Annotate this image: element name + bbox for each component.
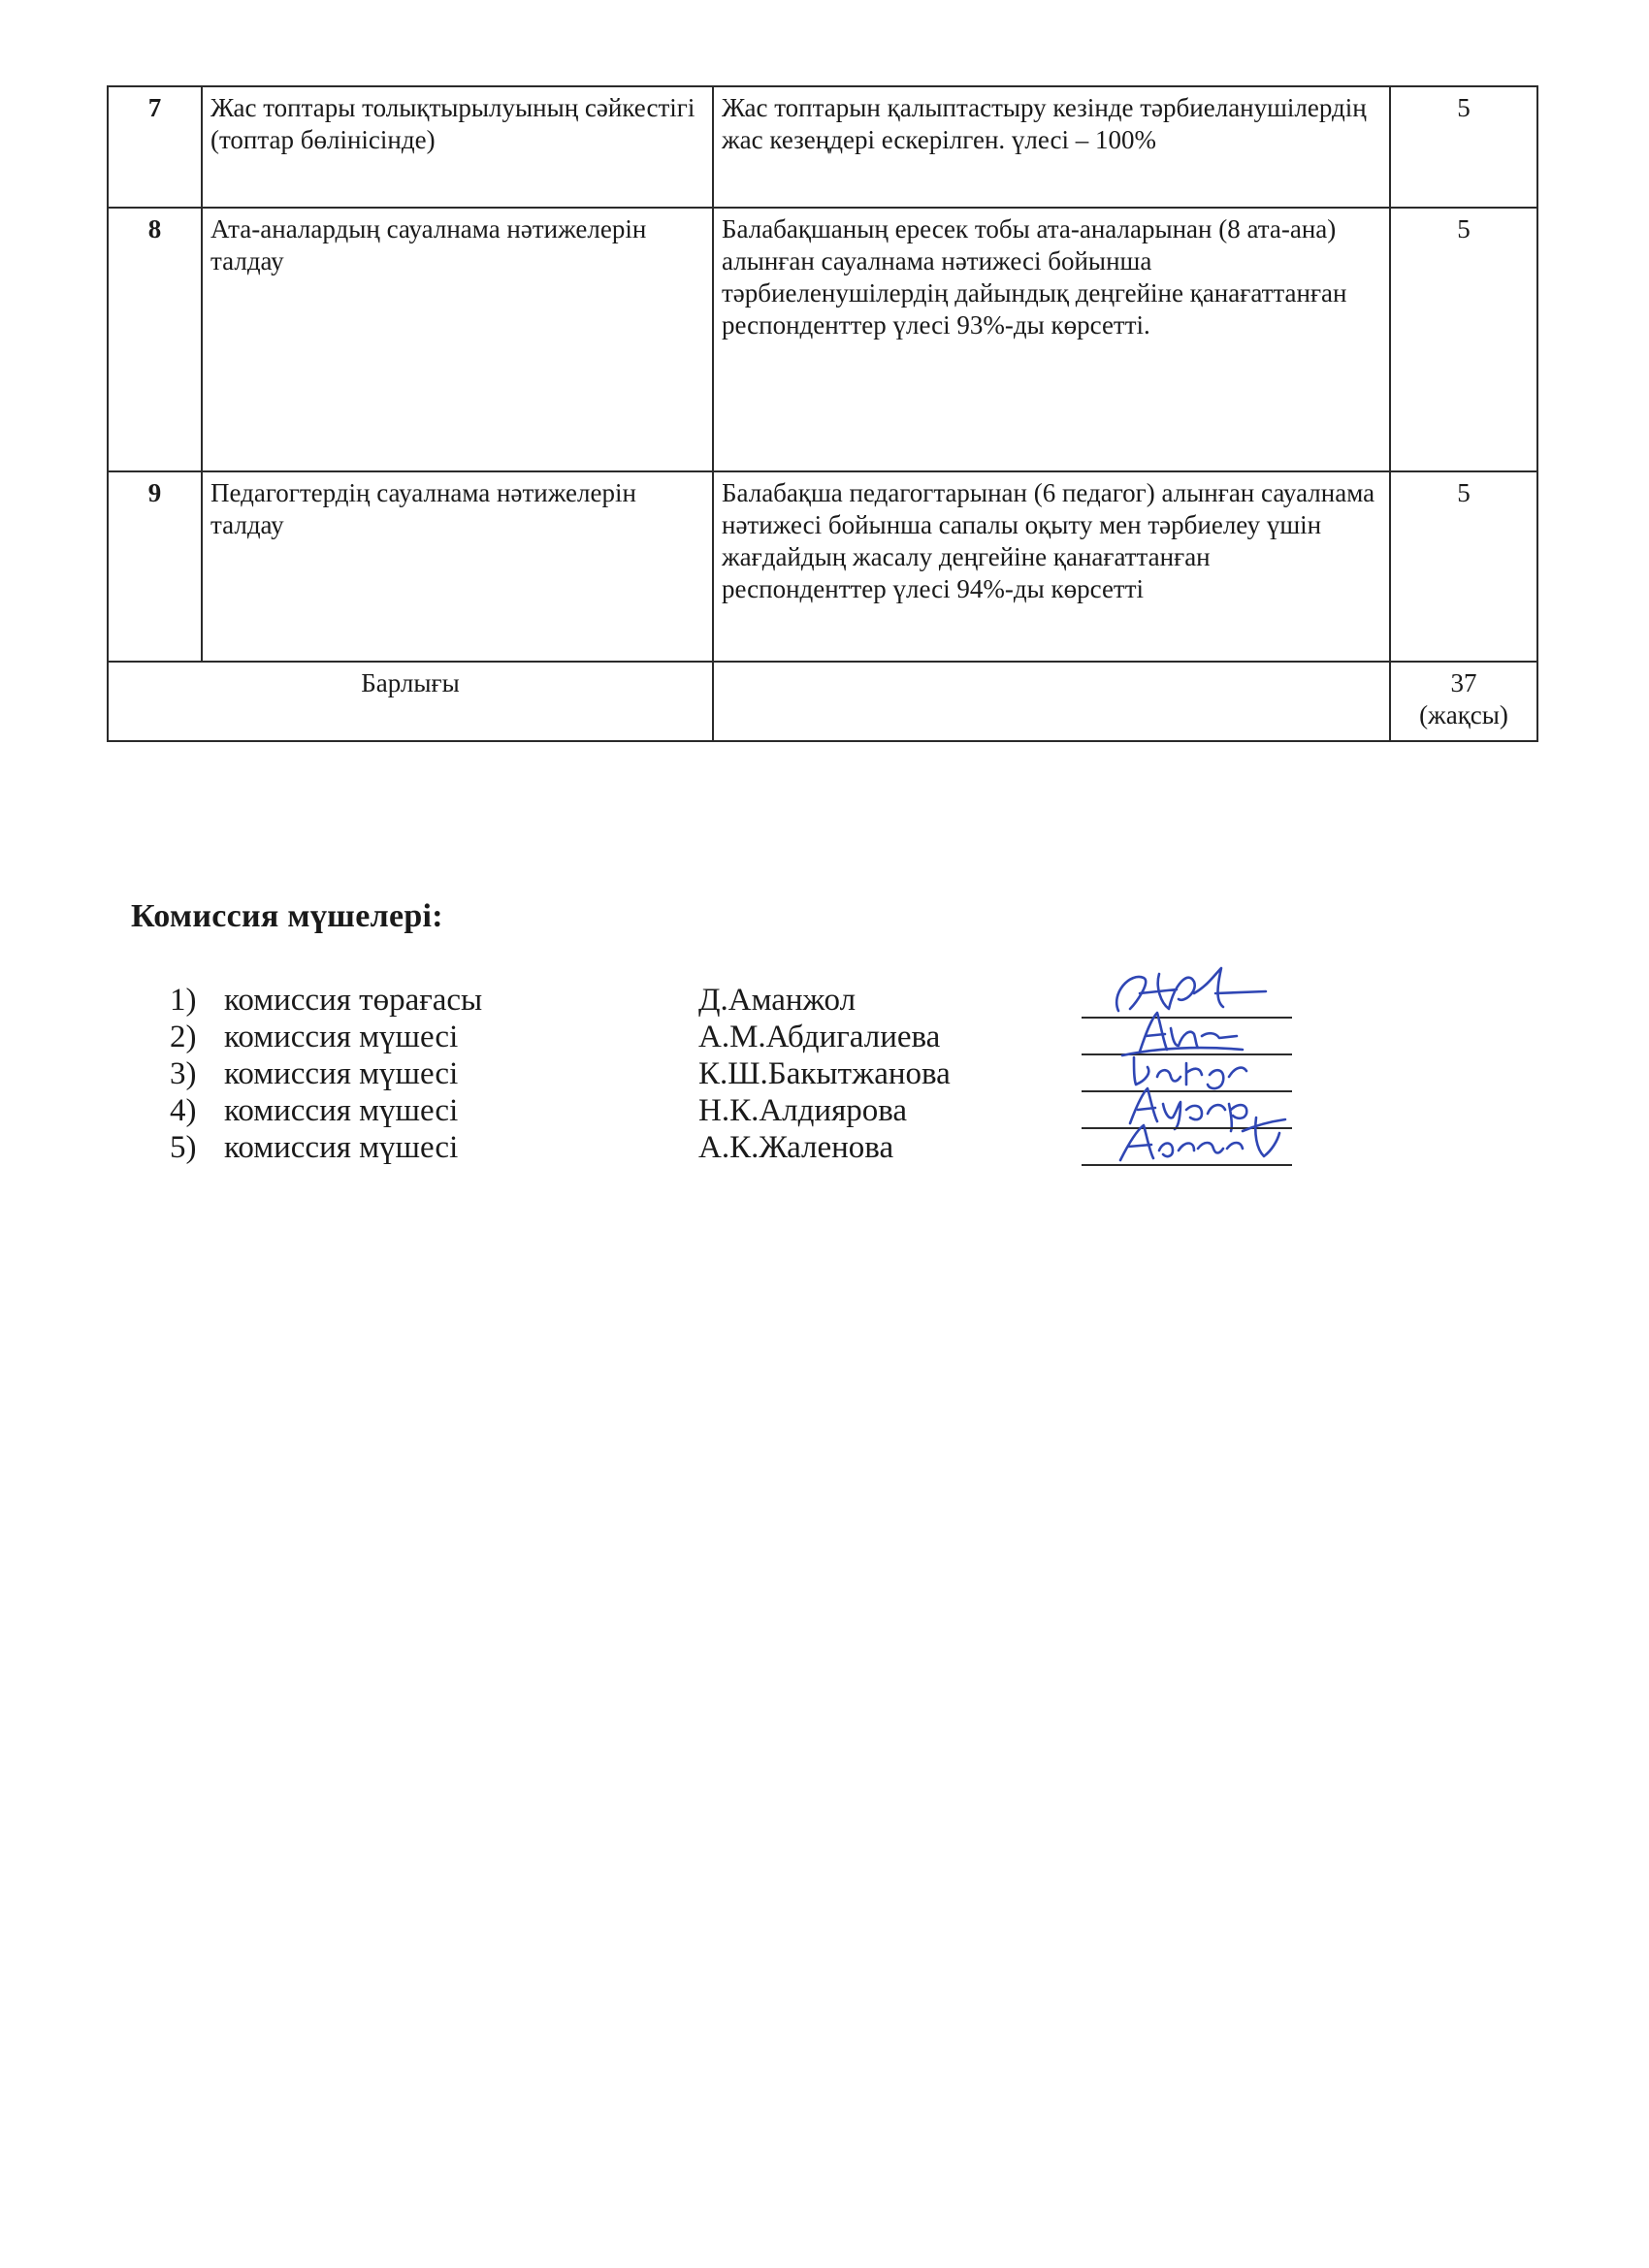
member-role: комиссия мүшесі <box>224 1020 459 1054</box>
member-name: А.М.Абдигалиева <box>698 1020 941 1054</box>
total-label: Барлығы <box>108 662 713 741</box>
member-name: Д.Аманжол <box>698 983 857 1018</box>
criteria-cell: Жас топтары толықтырылуының сәйкестігі (топтар бөлінісінде) <box>202 86 713 208</box>
commission-title: Комиссия мүшелері: <box>131 898 443 934</box>
member-index: 4) <box>170 1093 197 1128</box>
evaluation-table <box>107 85 1538 742</box>
member-index: 2) <box>170 1020 197 1054</box>
table-row <box>108 471 1537 662</box>
member-role: комиссия төрағасы <box>224 983 483 1018</box>
member-index: 3) <box>170 1056 197 1091</box>
score-cell: 5 <box>1390 86 1537 208</box>
member-role: комиссия мүшесі <box>224 1056 459 1091</box>
member-role: комиссия мүшесі <box>224 1130 459 1165</box>
member-index: 5) <box>170 1130 197 1165</box>
row-number: 7 <box>108 86 202 208</box>
row-number: 9 <box>108 471 202 662</box>
signature-image <box>1101 1112 1305 1168</box>
total-score-cell <box>1390 662 1537 741</box>
total-row <box>108 662 1537 741</box>
total-score: 37 <box>1450 668 1477 697</box>
description-cell: Балабақша педагогтарынан (6 педагог) алынған сауалнама нәтижесі бойынша сапалы оқыту мен тәрбиелеу үшін жағдайдың жасалу деңгейіне қанағаттанған респонденттер үлесі 94%-ды көрсетті <box>713 471 1390 662</box>
criteria-cell: Ата-аналардың сауалнама нәтижелерін талдау <box>202 208 713 471</box>
score-cell: 5 <box>1390 208 1537 471</box>
member-role: комиссия мүшесі <box>224 1093 459 1128</box>
commission-member <box>170 1129 1334 1166</box>
criteria-cell: Педагогтердің сауалнама нәтижелерін талдау <box>202 471 713 662</box>
signature-line <box>1082 1164 1292 1166</box>
description-cell: Жас топтарын қалыптастыру кезінде тәрбиеланушілердің жас кезеңдері ескерілген. үлесі – 100% <box>713 86 1390 208</box>
score-cell: 5 <box>1390 471 1537 662</box>
member-name: К.Ш.Бакытжанова <box>698 1056 951 1091</box>
description-cell: Балабақшаның ересек тобы ата-аналарынан (8 ата-ана) алынған сауалнама нәтижесі бойынша тәрбиеленушілердің дайындық деңгейіне қанағаттанған респонденттер үлесі 93%-ды көрсетті. <box>713 208 1390 471</box>
member-index: 1) <box>170 983 197 1018</box>
total-rating: (жақсы) <box>1419 700 1508 729</box>
member-name: А.К.Жаленова <box>698 1130 894 1165</box>
table-row <box>108 208 1537 471</box>
row-number: 8 <box>108 208 202 471</box>
commission-members-list <box>170 982 1334 1166</box>
table-row <box>108 86 1537 208</box>
total-empty-cell <box>713 662 1390 741</box>
member-name: Н.К.Алдиярова <box>698 1093 908 1128</box>
